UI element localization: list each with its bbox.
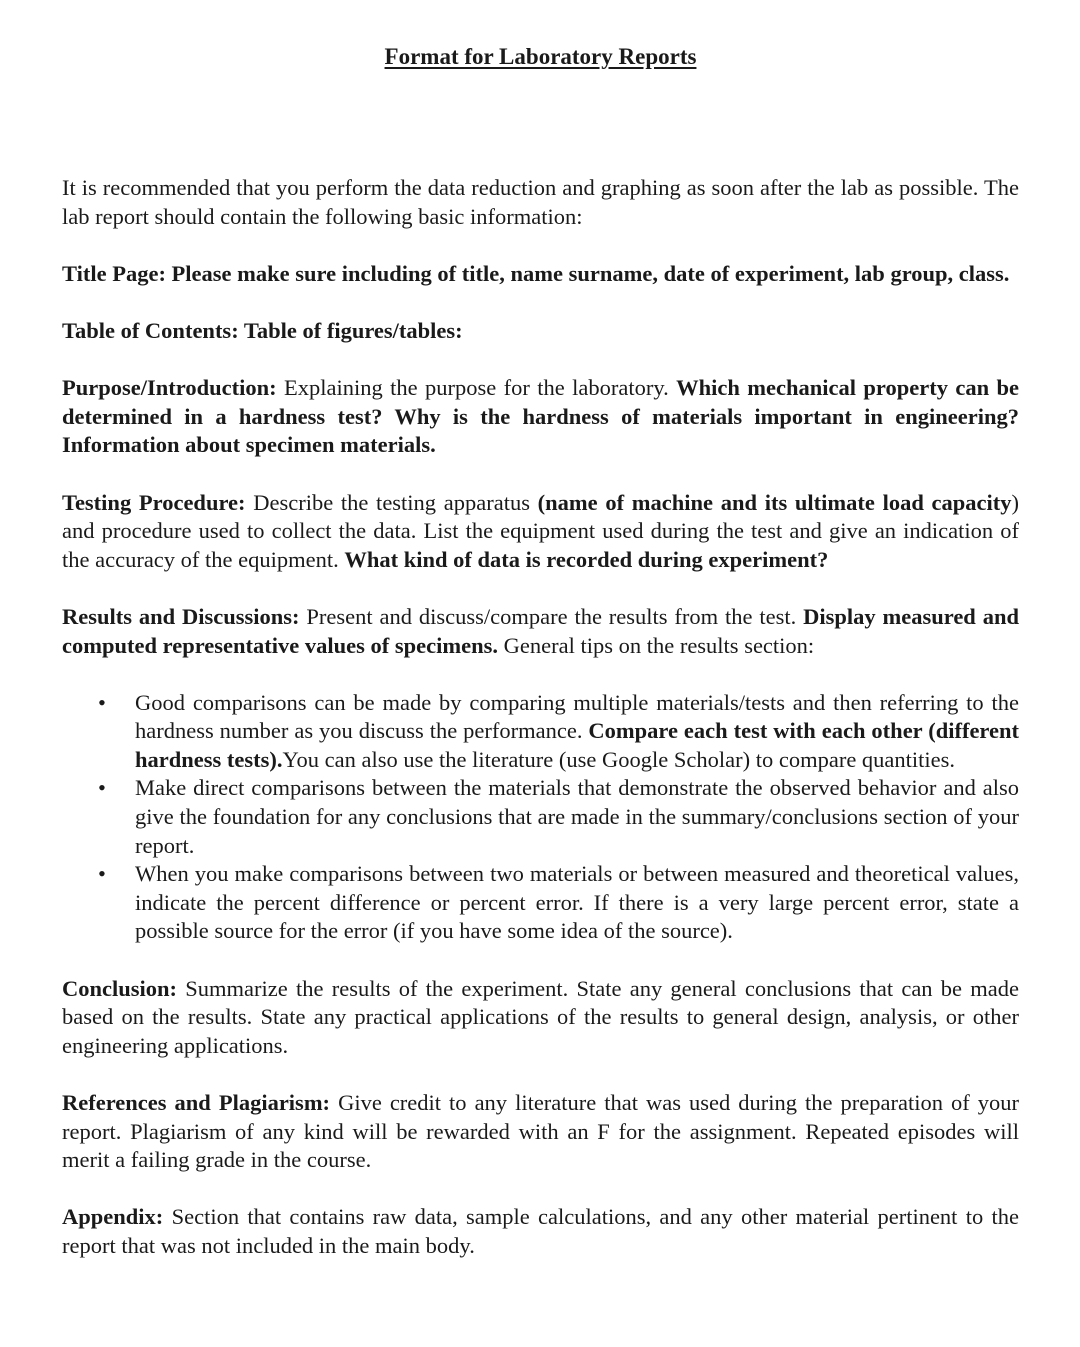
bullet-3-text: When you make comparisons between two materials or between measured and theoretical values, indicate the percent difference or percent error. If there is a very large percent error, state a possible source for the error (if you have some idea of the source). bbox=[135, 861, 1019, 944]
results-label: Results and Discussions: bbox=[62, 603, 300, 629]
document-page bbox=[62, 40, 1019, 1261]
references-section bbox=[62, 1089, 1019, 1175]
purpose-bold: Which mechanical property can be determined in a hardness test? Why is the hardness of materials important in engineering? Information about specimen materials. bbox=[62, 375, 1019, 458]
bullet-icon: • bbox=[98, 861, 106, 887]
document-title: Format for Laboratory Reports bbox=[384, 44, 697, 69]
results-tips-list bbox=[62, 689, 1019, 946]
testing-text-1: Describe the testing apparatus bbox=[245, 489, 538, 515]
testing-bold-1: (name of machine and its ultimate load capacity bbox=[537, 489, 1012, 515]
purpose-text: Explaining the purpose for the laboratory. bbox=[276, 375, 677, 401]
intro-paragraph: It is recommended that you perform the data reduction and graphing as soon after the lab as possible. The lab report should contain the following basic information: bbox=[62, 175, 1019, 229]
results-text-1: Present and discuss/compare the results from the test. bbox=[299, 603, 804, 629]
purpose-label: Purpose/Introduction: bbox=[62, 375, 277, 401]
results-bold-1: Display measured and computed representative values of specimens. bbox=[62, 603, 1019, 658]
appendix-section bbox=[62, 1203, 1019, 1260]
appendix-label: Appendix: bbox=[62, 1204, 164, 1230]
toc-heading: Table of Contents: Table of figures/tables: bbox=[62, 317, 463, 343]
bullet-2-text: Make direct comparisons between the materials that demonstrate the observed behavior and also give the foundation for any conclusions that are made in the summary/conclusions section of your report. bbox=[135, 775, 1019, 858]
title-page-heading: Title Page: Please make sure including of title, name surname, date of experiment, lab group, class. bbox=[62, 260, 1010, 286]
testing-bold-2: What kind of data is recorded during experiment? bbox=[344, 546, 829, 572]
conclusion-section bbox=[62, 975, 1019, 1061]
bullet-1-text-2: You can also use the literature (use Google Scholar) to compare quantities. bbox=[282, 746, 956, 772]
list-item bbox=[62, 689, 1019, 775]
results-section bbox=[62, 603, 1019, 660]
bullet-1-text-1: Good comparisons can be made by comparing multiple materials/tests and then referring to the hardness number as you discuss the performance. bbox=[135, 689, 1019, 744]
testing-text-2: ) and procedure used to collect the data. List the equipment used during the test and give an indication of the accuracy of the equipment. bbox=[62, 489, 1020, 572]
testing-label: Testing Procedure: bbox=[62, 489, 246, 515]
list-item bbox=[62, 774, 1019, 860]
results-text-2: General tips on the results section: bbox=[498, 632, 815, 658]
bullet-1-bold: Compare each test with each other (different hardness tests). bbox=[135, 718, 1020, 772]
bullet-icon: • bbox=[98, 689, 106, 715]
list-item bbox=[62, 860, 1019, 946]
references-label: References and Plagiarism: bbox=[62, 1090, 331, 1115]
conclusion-text: Summarize the results of the experiment. State any general conclusions that can be made based on the results. State any practical applications of the results to general design, analysis, or other engineering applications. bbox=[62, 975, 1019, 1058]
bullet-icon: • bbox=[98, 775, 106, 801]
appendix-text: Section that contains raw data, sample calculations, and any other material pertinent to the report that was not included in the main body. bbox=[62, 1204, 1019, 1258]
references-text: Give credit to any literature that was used during the preparation of your report. Plagiarism of any kind will be rewarded with an F for the assignment. Repeated episodes will merit a failing grade in the course. bbox=[62, 1090, 1020, 1173]
title-page-section bbox=[62, 260, 1019, 289]
purpose-section bbox=[62, 374, 1019, 460]
toc-section bbox=[62, 317, 1019, 346]
conclusion-label: Conclusion: bbox=[62, 975, 178, 1001]
testing-section bbox=[62, 489, 1019, 575]
